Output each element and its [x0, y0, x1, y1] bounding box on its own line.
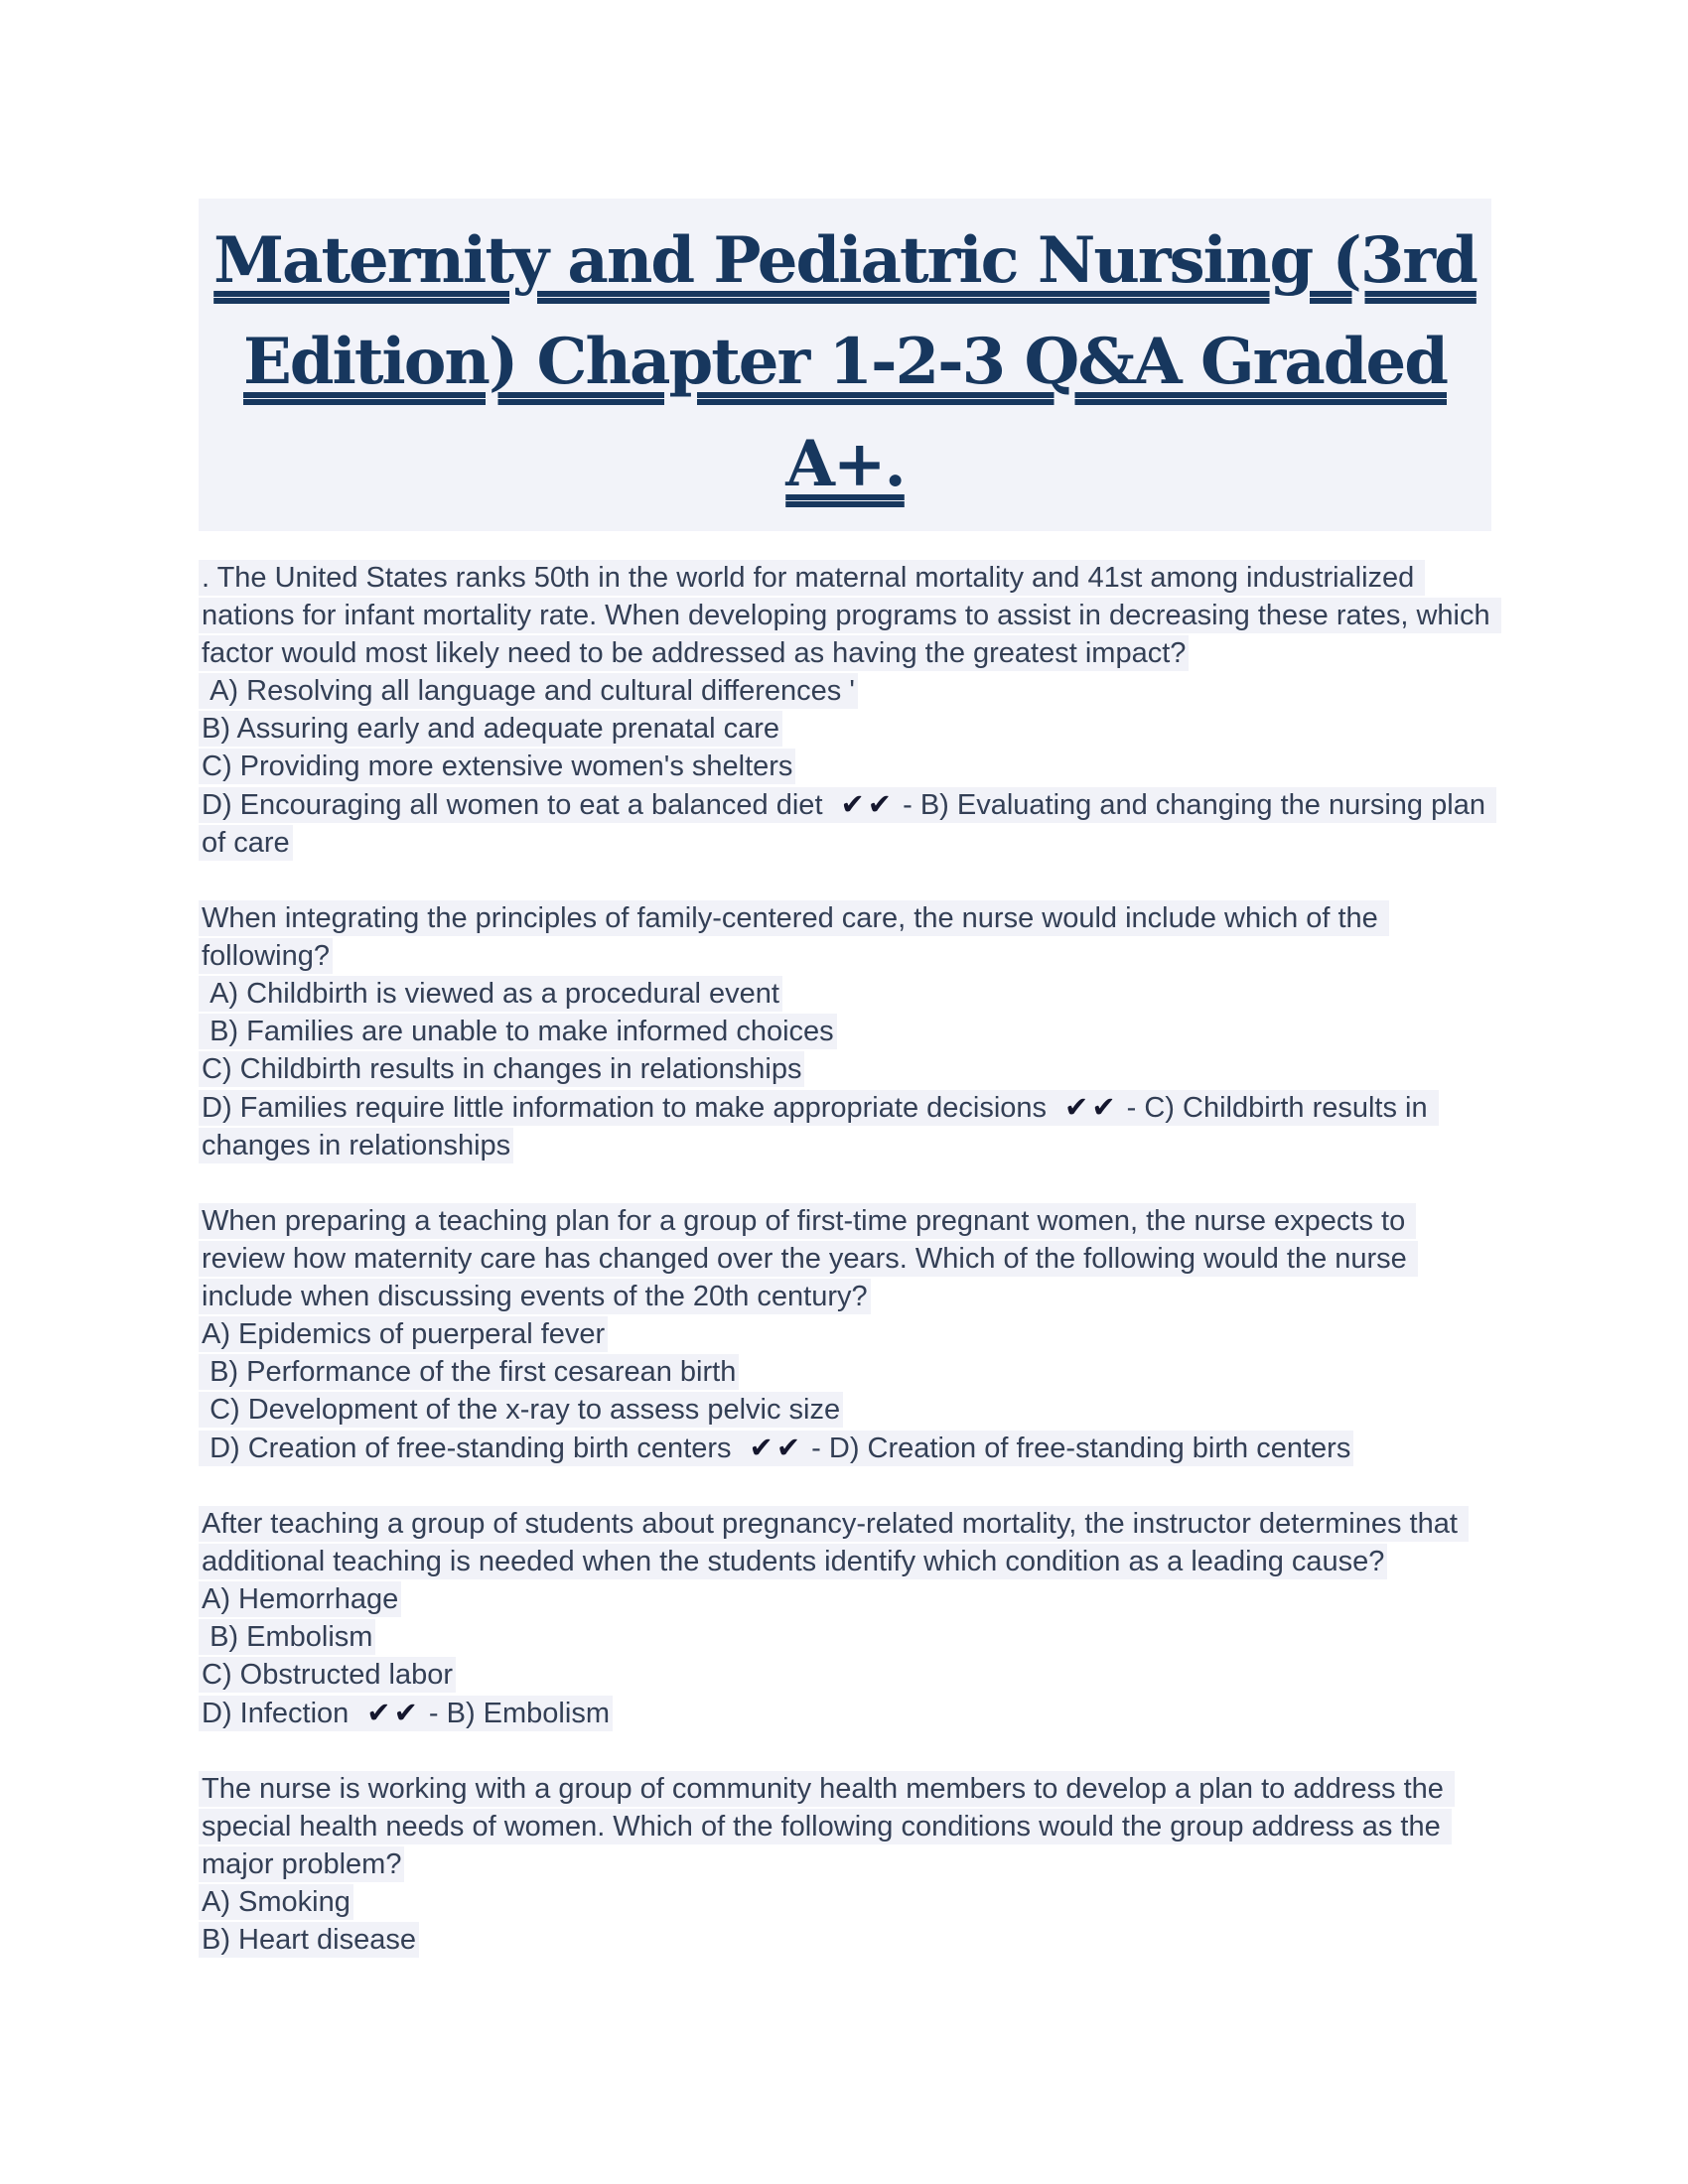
answer-option — [199, 975, 1491, 1013]
qa-block — [199, 559, 1498, 862]
option-highlight: B) Families are unable to make informed choices — [199, 1014, 837, 1049]
option-highlight: C) Providing more extensive women's shelters — [199, 749, 795, 784]
qa-block — [199, 1770, 1491, 1959]
correct-answer-text: - B) Embolism — [428, 1698, 610, 1730]
option-highlight: C) Development of the x-ray to assess pelvic size — [199, 1392, 843, 1428]
answer-option — [199, 748, 1491, 785]
title-banner — [199, 199, 1491, 531]
answer-option — [199, 1050, 1491, 1088]
answer-option — [199, 1618, 1491, 1656]
answer-option-with-correct-answer — [199, 1694, 1491, 1732]
answer-option — [199, 1391, 1491, 1429]
correct-answer-checkmarks-icon: ✔✔ — [749, 1431, 804, 1465]
option-highlight — [199, 1431, 1353, 1466]
answer-option — [199, 672, 1491, 710]
document-title: Maternity and Pediatric Nursing (3rd Edition) Chapter 1-2-3 Q&A Graded A+. — [213, 223, 1477, 501]
correct-answer-checkmarks-icon: ✔✔ — [366, 1696, 421, 1730]
option-highlight — [199, 787, 1496, 861]
question-text — [199, 1770, 1491, 1883]
answer-option — [199, 1580, 1491, 1618]
answer-option — [199, 1656, 1491, 1694]
question-highlight: After teaching a group of students about pregnancy-related mortality, the instructor determines that additional teaching is needed when the students identify which condition as a leading cause? — [199, 1506, 1469, 1579]
correct-answer-checkmarks-icon: ✔✔ — [840, 787, 896, 822]
question-highlight: The nurse is working with a group of community health members to develop a plan to address the special health needs of women. Which of the following conditions would the group address as the major problem? — [199, 1771, 1455, 1882]
option-highlight: C) Obstructed labor — [199, 1657, 456, 1693]
option-highlight: A) Resolving all language and cultural differences ' — [199, 673, 858, 709]
option-highlight: B) Embolism — [199, 1619, 375, 1655]
answer-option — [199, 1921, 1491, 1959]
answer-option-with-correct-answer — [199, 1088, 1491, 1164]
question-text — [199, 899, 1491, 975]
option-highlight: A) Smoking — [199, 1884, 353, 1920]
qa-block — [199, 899, 1491, 1164]
option-highlight: A) Epidemics of puerperal fever — [199, 1316, 608, 1352]
last-option-text: D) Creation of free-standing birth centers — [202, 1433, 732, 1465]
qa-block — [199, 1505, 1491, 1732]
option-highlight — [199, 1696, 613, 1731]
last-option-text: D) Encouraging all women to eat a balanced diet — [202, 789, 823, 822]
question-text — [199, 559, 1498, 672]
option-highlight: B) Performance of the first cesarean birth — [199, 1354, 739, 1390]
document-body — [199, 559, 1498, 1959]
qa-block — [199, 1202, 1491, 1467]
question-text — [199, 1505, 1491, 1580]
option-highlight: B) Heart disease — [199, 1922, 419, 1958]
correct-answer-text: - D) Creation of free-standing birth centers — [811, 1433, 1351, 1465]
option-highlight: A) Hemorrhage — [199, 1581, 401, 1617]
correct-answer-text: - B) Evaluating and changing the nursing plan of care — [202, 789, 1494, 860]
answer-option — [199, 710, 1491, 748]
answer-option — [199, 1883, 1491, 1921]
option-highlight: C) Childbirth results in changes in relationships — [199, 1051, 804, 1087]
answer-option — [199, 1013, 1491, 1050]
answer-option — [199, 1353, 1491, 1391]
answer-option-with-correct-answer — [199, 1429, 1491, 1467]
correct-answer-text: - C) Childbirth results in changes in relationships — [202, 1092, 1436, 1162]
question-highlight: When integrating the principles of family-centered care, the nurse would include which of the following? — [199, 900, 1389, 974]
last-option-text: D) Families require little information to make appropriate decisions — [202, 1092, 1048, 1125]
page-content — [199, 199, 1498, 1996]
option-highlight: B) Assuring early and adequate prenatal care — [199, 711, 782, 747]
question-highlight: When preparing a teaching plan for a group of first-time pregnant women, the nurse expects to review how maternity care has changed over the years. Which of the following would the nurse include when discussing events of the 20th century? — [199, 1203, 1418, 1314]
question-highlight: . The United States ranks 50th in the world for maternal mortality and 41st among industrialized nations for infant mortality rate. When developing programs to assist in decreasing these rates, which factor would most likely need to be addressed as having the greatest impact? — [199, 560, 1501, 671]
last-option-text: D) Infection — [202, 1698, 350, 1730]
answer-option — [199, 1315, 1491, 1353]
answer-option-with-correct-answer — [199, 785, 1494, 862]
question-text — [199, 1202, 1491, 1315]
correct-answer-checkmarks-icon: ✔✔ — [1064, 1090, 1119, 1125]
option-highlight — [199, 1090, 1439, 1163]
option-highlight: A) Childbirth is viewed as a procedural event — [199, 976, 782, 1012]
